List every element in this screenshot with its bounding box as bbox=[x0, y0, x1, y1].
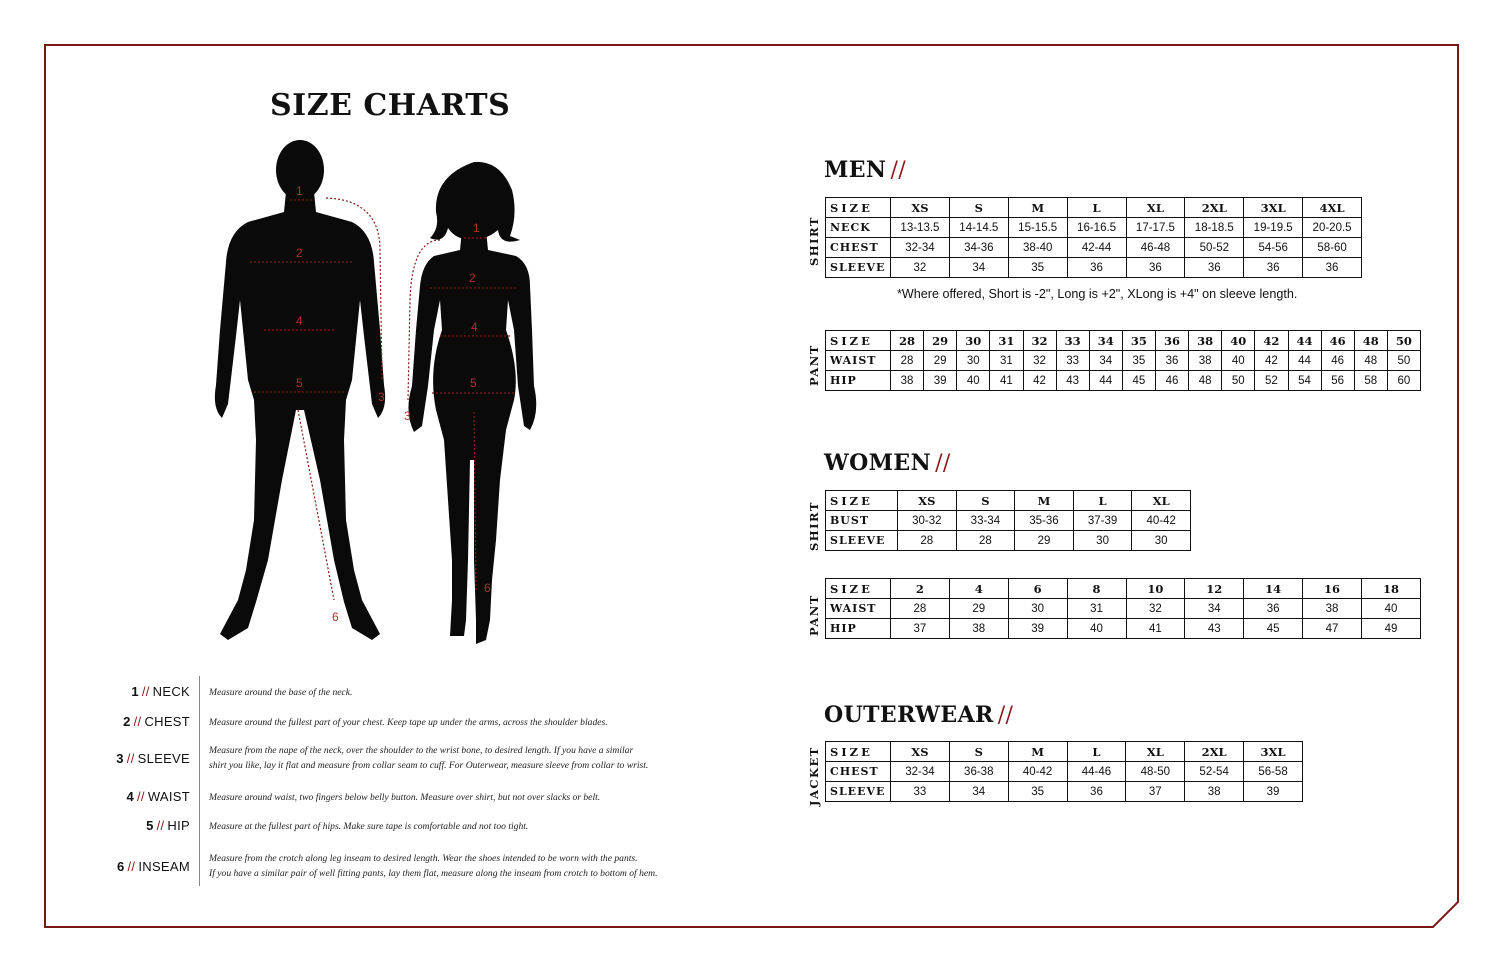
table-cell: XL bbox=[1132, 491, 1191, 511]
table-cell: 39 bbox=[1244, 782, 1303, 802]
table-cell: 32-34 bbox=[891, 238, 950, 258]
table-cell: S bbox=[949, 742, 1008, 762]
table-cell: 40 bbox=[1222, 331, 1255, 351]
women-pant-side-label: PANT bbox=[807, 594, 821, 636]
table-cell: 43 bbox=[1185, 619, 1244, 639]
table-cell: 37 bbox=[891, 619, 950, 639]
women-heading bbox=[824, 450, 951, 476]
table-cell: 46 bbox=[1321, 351, 1354, 371]
table-row bbox=[826, 351, 1421, 371]
men-heading-text: MEN bbox=[824, 157, 887, 183]
legend-label bbox=[100, 751, 190, 766]
table-row bbox=[826, 531, 1191, 551]
table-cell: S bbox=[956, 491, 1015, 511]
table-cell: 18 bbox=[1362, 579, 1421, 599]
table-cell: 48-50 bbox=[1126, 762, 1185, 782]
table-row bbox=[826, 599, 1421, 619]
legend-label-text: NECK bbox=[152, 684, 190, 699]
legend-description bbox=[209, 685, 679, 700]
woman-mark-5: 5 bbox=[470, 376, 477, 390]
table-cell: 46-48 bbox=[1126, 238, 1185, 258]
table-cell: 16 bbox=[1303, 579, 1362, 599]
table-row bbox=[826, 782, 1303, 802]
page-title: SIZE CHARTS bbox=[270, 88, 511, 123]
row-header-cell: SLEEVE bbox=[826, 258, 891, 278]
table-cell: 31 bbox=[1067, 599, 1126, 619]
table-header-row bbox=[826, 742, 1303, 762]
outerwear-heading bbox=[824, 702, 1013, 728]
legend-separator: // bbox=[156, 818, 165, 833]
men-pant-table bbox=[825, 330, 1421, 391]
legend-number: 1 bbox=[131, 684, 139, 699]
table-cell: 38 bbox=[1303, 599, 1362, 619]
table-cell: 50 bbox=[1222, 371, 1255, 391]
table-cell: 42 bbox=[1255, 351, 1288, 371]
table-cell: 34 bbox=[949, 782, 1008, 802]
legend-separator: // bbox=[133, 714, 142, 729]
table-row bbox=[826, 619, 1421, 639]
table-cell: 32 bbox=[1023, 331, 1056, 351]
table-cell: 40 bbox=[1222, 351, 1255, 371]
table-cell: 32 bbox=[1023, 351, 1056, 371]
table-cell: 34 bbox=[1089, 331, 1122, 351]
table-header-row bbox=[826, 331, 1421, 351]
legend-description bbox=[209, 819, 679, 834]
table-cell: 31 bbox=[990, 331, 1023, 351]
legend-label bbox=[100, 684, 190, 699]
table-cell: 52 bbox=[1255, 371, 1288, 391]
table-cell: 30 bbox=[957, 331, 990, 351]
row-header-cell: WAIST bbox=[826, 351, 891, 371]
table-cell: 4 bbox=[949, 579, 1008, 599]
table-row bbox=[826, 511, 1191, 531]
table-cell: 48 bbox=[1189, 371, 1222, 391]
table-cell: 14-14.5 bbox=[949, 218, 1008, 238]
legend-separator: // bbox=[141, 684, 150, 699]
man-mark-1: 1 bbox=[296, 184, 303, 198]
table-cell: 30 bbox=[1008, 599, 1067, 619]
women-heading-text: WOMEN bbox=[824, 450, 932, 476]
table-cell: 36-38 bbox=[949, 762, 1008, 782]
legend-label-text: HIP bbox=[167, 818, 190, 833]
table-cell: 2XL bbox=[1185, 742, 1244, 762]
legend-number: 5 bbox=[146, 818, 154, 833]
legend-separator: // bbox=[126, 751, 135, 766]
row-header-cell: NECK bbox=[826, 218, 891, 238]
table-cell: 40-42 bbox=[1132, 511, 1191, 531]
table-cell: 50 bbox=[1387, 351, 1420, 371]
legend-label bbox=[100, 818, 190, 833]
table-cell: 36 bbox=[1067, 782, 1126, 802]
legend-label bbox=[100, 714, 190, 729]
table-cell: 46 bbox=[1156, 371, 1189, 391]
table-cell: 34 bbox=[1089, 351, 1122, 371]
table-cell: 54-56 bbox=[1244, 238, 1303, 258]
table-cell: 3XL bbox=[1244, 198, 1303, 218]
table-cell: 35 bbox=[1008, 258, 1067, 278]
row-header-cell: SLEEVE bbox=[826, 782, 891, 802]
row-header-cell: CHEST bbox=[826, 762, 891, 782]
table-cell: 15-15.5 bbox=[1008, 218, 1067, 238]
table-cell: 13-13.5 bbox=[891, 218, 950, 238]
table-cell: 36 bbox=[1156, 331, 1189, 351]
legend-label-text: SLEEVE bbox=[137, 751, 190, 766]
table-cell: 10 bbox=[1126, 579, 1185, 599]
table-cell: XS bbox=[891, 742, 950, 762]
table-cell: 35 bbox=[1122, 351, 1155, 371]
table-cell: 29 bbox=[949, 599, 1008, 619]
table-cell: 31 bbox=[990, 351, 1023, 371]
table-cell: L bbox=[1073, 491, 1132, 511]
table-cell: S bbox=[949, 198, 1008, 218]
table-cell: 36 bbox=[1244, 258, 1303, 278]
table-cell: 38 bbox=[949, 619, 1008, 639]
legend-number: 3 bbox=[116, 751, 124, 766]
table-cell: 36 bbox=[1156, 351, 1189, 371]
table-cell: 45 bbox=[1244, 619, 1303, 639]
table-cell: 54 bbox=[1288, 371, 1321, 391]
table-row bbox=[826, 762, 1303, 782]
table-cell: 52-54 bbox=[1185, 762, 1244, 782]
legend-description bbox=[209, 743, 679, 773]
table-cell: 2XL bbox=[1185, 198, 1244, 218]
table-cell: 44-46 bbox=[1067, 762, 1126, 782]
legend-description-line: shirt you like, lay it flat and measure from collar seam to cuff. For Outerwear, measure sleeve from collar to wrist. bbox=[209, 760, 649, 771]
table-cell: 28 bbox=[891, 599, 950, 619]
table-cell: 3XL bbox=[1244, 742, 1303, 762]
table-cell: 20-20.5 bbox=[1303, 218, 1362, 238]
legend-label-text: INSEAM bbox=[138, 859, 190, 874]
man-mark-5: 5 bbox=[296, 376, 303, 390]
table-cell: XS bbox=[891, 198, 950, 218]
man-mark-4: 4 bbox=[296, 314, 303, 328]
women-pant-table bbox=[825, 578, 1421, 639]
legend-label-text: WAIST bbox=[147, 789, 190, 804]
men-pant-side-label: PANT bbox=[807, 344, 821, 386]
sleeve-note: *Where offered, Short is -2", Long is +2", XLong is +4" on sleeve length. bbox=[897, 287, 1298, 301]
table-cell: 4XL bbox=[1303, 198, 1362, 218]
row-header-cell: SIZE bbox=[826, 742, 891, 762]
table-cell: 36 bbox=[1244, 599, 1303, 619]
table-cell: 34 bbox=[949, 258, 1008, 278]
table-row bbox=[826, 258, 1362, 278]
men-heading-sep: // bbox=[890, 158, 907, 183]
table-header-row bbox=[826, 198, 1362, 218]
table-cell: 33 bbox=[891, 782, 950, 802]
table-cell: XL bbox=[1126, 198, 1185, 218]
row-header-cell: HIP bbox=[826, 619, 891, 639]
outerwear-heading-text: OUTERWEAR bbox=[824, 702, 994, 728]
table-cell: 38 bbox=[1189, 351, 1222, 371]
table-cell: 30 bbox=[957, 351, 990, 371]
table-cell: 33-34 bbox=[956, 511, 1015, 531]
table-cell: 18-18.5 bbox=[1185, 218, 1244, 238]
table-cell: XL bbox=[1126, 742, 1185, 762]
table-cell: 58 bbox=[1354, 371, 1387, 391]
table-cell: 35 bbox=[1122, 331, 1155, 351]
legend-separator: // bbox=[127, 859, 136, 874]
men-shirt-table bbox=[825, 197, 1362, 278]
legend-description-line: Measure around the fullest part of your chest. Keep tape up under the arms, across the shoulder blades. bbox=[209, 717, 608, 728]
table-cell: 44 bbox=[1288, 331, 1321, 351]
man-mark-3: 3 bbox=[378, 390, 385, 404]
row-header-cell: BUST bbox=[826, 511, 898, 531]
table-cell: 32-34 bbox=[891, 762, 950, 782]
table-cell: 38 bbox=[1185, 782, 1244, 802]
table-cell: 56-58 bbox=[1244, 762, 1303, 782]
table-cell: 42 bbox=[1023, 371, 1056, 391]
table-cell: 36 bbox=[1067, 258, 1126, 278]
table-cell: 30-32 bbox=[898, 511, 957, 531]
table-cell: 30 bbox=[1073, 531, 1132, 551]
table-header-row bbox=[826, 491, 1191, 511]
legend-description bbox=[209, 715, 679, 730]
table-cell: 39 bbox=[1008, 619, 1067, 639]
legend-number: 2 bbox=[123, 714, 131, 729]
table-cell: 49 bbox=[1362, 619, 1421, 639]
table-cell: 42-44 bbox=[1067, 238, 1126, 258]
table-cell: 38 bbox=[1189, 331, 1222, 351]
table-cell: 40 bbox=[1067, 619, 1126, 639]
table-cell: 37-39 bbox=[1073, 511, 1132, 531]
table-cell: 28 bbox=[898, 531, 957, 551]
legend-separator: // bbox=[136, 789, 145, 804]
table-cell: 33 bbox=[1056, 351, 1089, 371]
table-cell: 6 bbox=[1008, 579, 1067, 599]
table-cell: 58-60 bbox=[1303, 238, 1362, 258]
row-header-cell: CHEST bbox=[826, 238, 891, 258]
table-row bbox=[826, 371, 1421, 391]
table-cell: 19-19.5 bbox=[1244, 218, 1303, 238]
legend-number: 4 bbox=[126, 789, 134, 804]
woman-mark-4: 4 bbox=[471, 320, 478, 334]
table-cell: 2 bbox=[891, 579, 950, 599]
table-cell: M bbox=[1015, 491, 1074, 511]
table-cell: 29 bbox=[1015, 531, 1074, 551]
legend-description-line: Measure from the crotch along leg inseam to desired length. Wear the shoes intended to be worn with the pants. bbox=[209, 853, 638, 864]
table-cell: 40 bbox=[1362, 599, 1421, 619]
table-cell: 34-36 bbox=[949, 238, 1008, 258]
table-cell: 36 bbox=[1303, 258, 1362, 278]
table-cell: 14 bbox=[1244, 579, 1303, 599]
table-cell: 44 bbox=[1288, 351, 1321, 371]
row-header-cell: HIP bbox=[826, 371, 891, 391]
legend-description-line: Measure from the nape of the neck, over the shoulder to the wrist bone, to desired length. If you have a similar bbox=[209, 745, 634, 756]
table-cell: 30 bbox=[1132, 531, 1191, 551]
table-cell: 50-52 bbox=[1185, 238, 1244, 258]
table-cell: 48 bbox=[1354, 351, 1387, 371]
legend-description bbox=[209, 851, 679, 881]
table-cell: 36 bbox=[1126, 258, 1185, 278]
table-cell: 28 bbox=[891, 331, 924, 351]
women-shirt-side-label: SHIRT bbox=[807, 501, 821, 551]
table-cell: 60 bbox=[1387, 371, 1420, 391]
table-cell: 46 bbox=[1321, 331, 1354, 351]
men-shirt-side-label: SHIRT bbox=[807, 216, 821, 266]
table-cell: 48 bbox=[1354, 331, 1387, 351]
legend-description-line: Measure around the base of the neck. bbox=[209, 687, 353, 698]
table-cell: 44 bbox=[1089, 371, 1122, 391]
table-cell: 38 bbox=[891, 371, 924, 391]
women-shirt-table bbox=[825, 490, 1191, 551]
table-cell: 12 bbox=[1185, 579, 1244, 599]
table-cell: 40-42 bbox=[1008, 762, 1067, 782]
table-cell: 42 bbox=[1255, 331, 1288, 351]
table-cell: 36 bbox=[1185, 258, 1244, 278]
table-cell: 35-36 bbox=[1015, 511, 1074, 531]
legend-divider bbox=[199, 676, 200, 886]
table-cell: 43 bbox=[1056, 371, 1089, 391]
legend-label bbox=[100, 789, 190, 804]
row-header-cell: SIZE bbox=[826, 331, 891, 351]
women-heading-sep: // bbox=[935, 451, 951, 476]
outerwear-jacket-table bbox=[825, 741, 1303, 802]
man-mark-2: 2 bbox=[296, 246, 303, 260]
row-header-cell: SIZE bbox=[826, 579, 891, 599]
table-cell: 34 bbox=[1185, 599, 1244, 619]
woman-mark-1: 1 bbox=[473, 221, 480, 235]
legend-number: 6 bbox=[116, 859, 125, 874]
legend-description-line: Measure around waist, two fingers below belly button. Measure over shirt, but not over slacks or belt. bbox=[209, 792, 601, 803]
table-cell: 29 bbox=[924, 331, 957, 351]
table-cell: 39 bbox=[924, 371, 957, 391]
table-cell: 29 bbox=[924, 351, 957, 371]
men-heading bbox=[824, 157, 906, 183]
legend-description bbox=[209, 790, 679, 805]
legend-label bbox=[100, 859, 190, 874]
man-mark-6: 6 bbox=[332, 610, 339, 624]
table-cell: 38-40 bbox=[1008, 238, 1067, 258]
table-cell: 33 bbox=[1056, 331, 1089, 351]
table-cell: 28 bbox=[891, 351, 924, 371]
table-cell: 41 bbox=[1126, 619, 1185, 639]
woman-mark-2: 2 bbox=[469, 271, 476, 285]
woman-mark-6: 6 bbox=[484, 581, 491, 595]
table-cell: 37 bbox=[1126, 782, 1185, 802]
table-cell: 32 bbox=[891, 258, 950, 278]
table-cell: M bbox=[1008, 742, 1067, 762]
table-cell: 41 bbox=[990, 371, 1023, 391]
table-cell: 40 bbox=[957, 371, 990, 391]
table-row bbox=[826, 238, 1362, 258]
table-cell: 56 bbox=[1321, 371, 1354, 391]
table-cell: 32 bbox=[1126, 599, 1185, 619]
table-row bbox=[826, 218, 1362, 238]
row-header-cell: SIZE bbox=[826, 198, 891, 218]
table-cell: XS bbox=[898, 491, 957, 511]
outerwear-jacket-side-label: JACKET bbox=[807, 746, 821, 806]
table-cell: M bbox=[1008, 198, 1067, 218]
row-header-cell: SIZE bbox=[826, 491, 898, 511]
legend-label-text: CHEST bbox=[144, 714, 190, 729]
body-silhouettes-figure bbox=[190, 135, 550, 650]
legend-description-line: Measure at the fullest part of hips. Make sure tape is comfortable and not too tight. bbox=[209, 821, 529, 832]
row-header-cell: SLEEVE bbox=[826, 531, 898, 551]
woman-mark-3: 3 bbox=[404, 409, 411, 423]
table-cell: 16-16.5 bbox=[1067, 218, 1126, 238]
table-cell: 50 bbox=[1387, 331, 1420, 351]
outerwear-heading-sep: // bbox=[997, 703, 1014, 728]
table-cell: 35 bbox=[1008, 782, 1067, 802]
table-cell: 8 bbox=[1067, 579, 1126, 599]
man-silhouette bbox=[215, 140, 385, 640]
legend-description-line: If you have a similar pair of well fitting pants, lay them flat, measure along the inseam from crotch to bottom of hem. bbox=[209, 868, 658, 879]
row-header-cell: WAIST bbox=[826, 599, 891, 619]
table-cell: L bbox=[1067, 198, 1126, 218]
table-cell: L bbox=[1067, 742, 1126, 762]
table-cell: 28 bbox=[956, 531, 1015, 551]
table-cell: 47 bbox=[1303, 619, 1362, 639]
table-cell: 17-17.5 bbox=[1126, 218, 1185, 238]
table-header-row bbox=[826, 579, 1421, 599]
table-cell: 45 bbox=[1122, 371, 1155, 391]
